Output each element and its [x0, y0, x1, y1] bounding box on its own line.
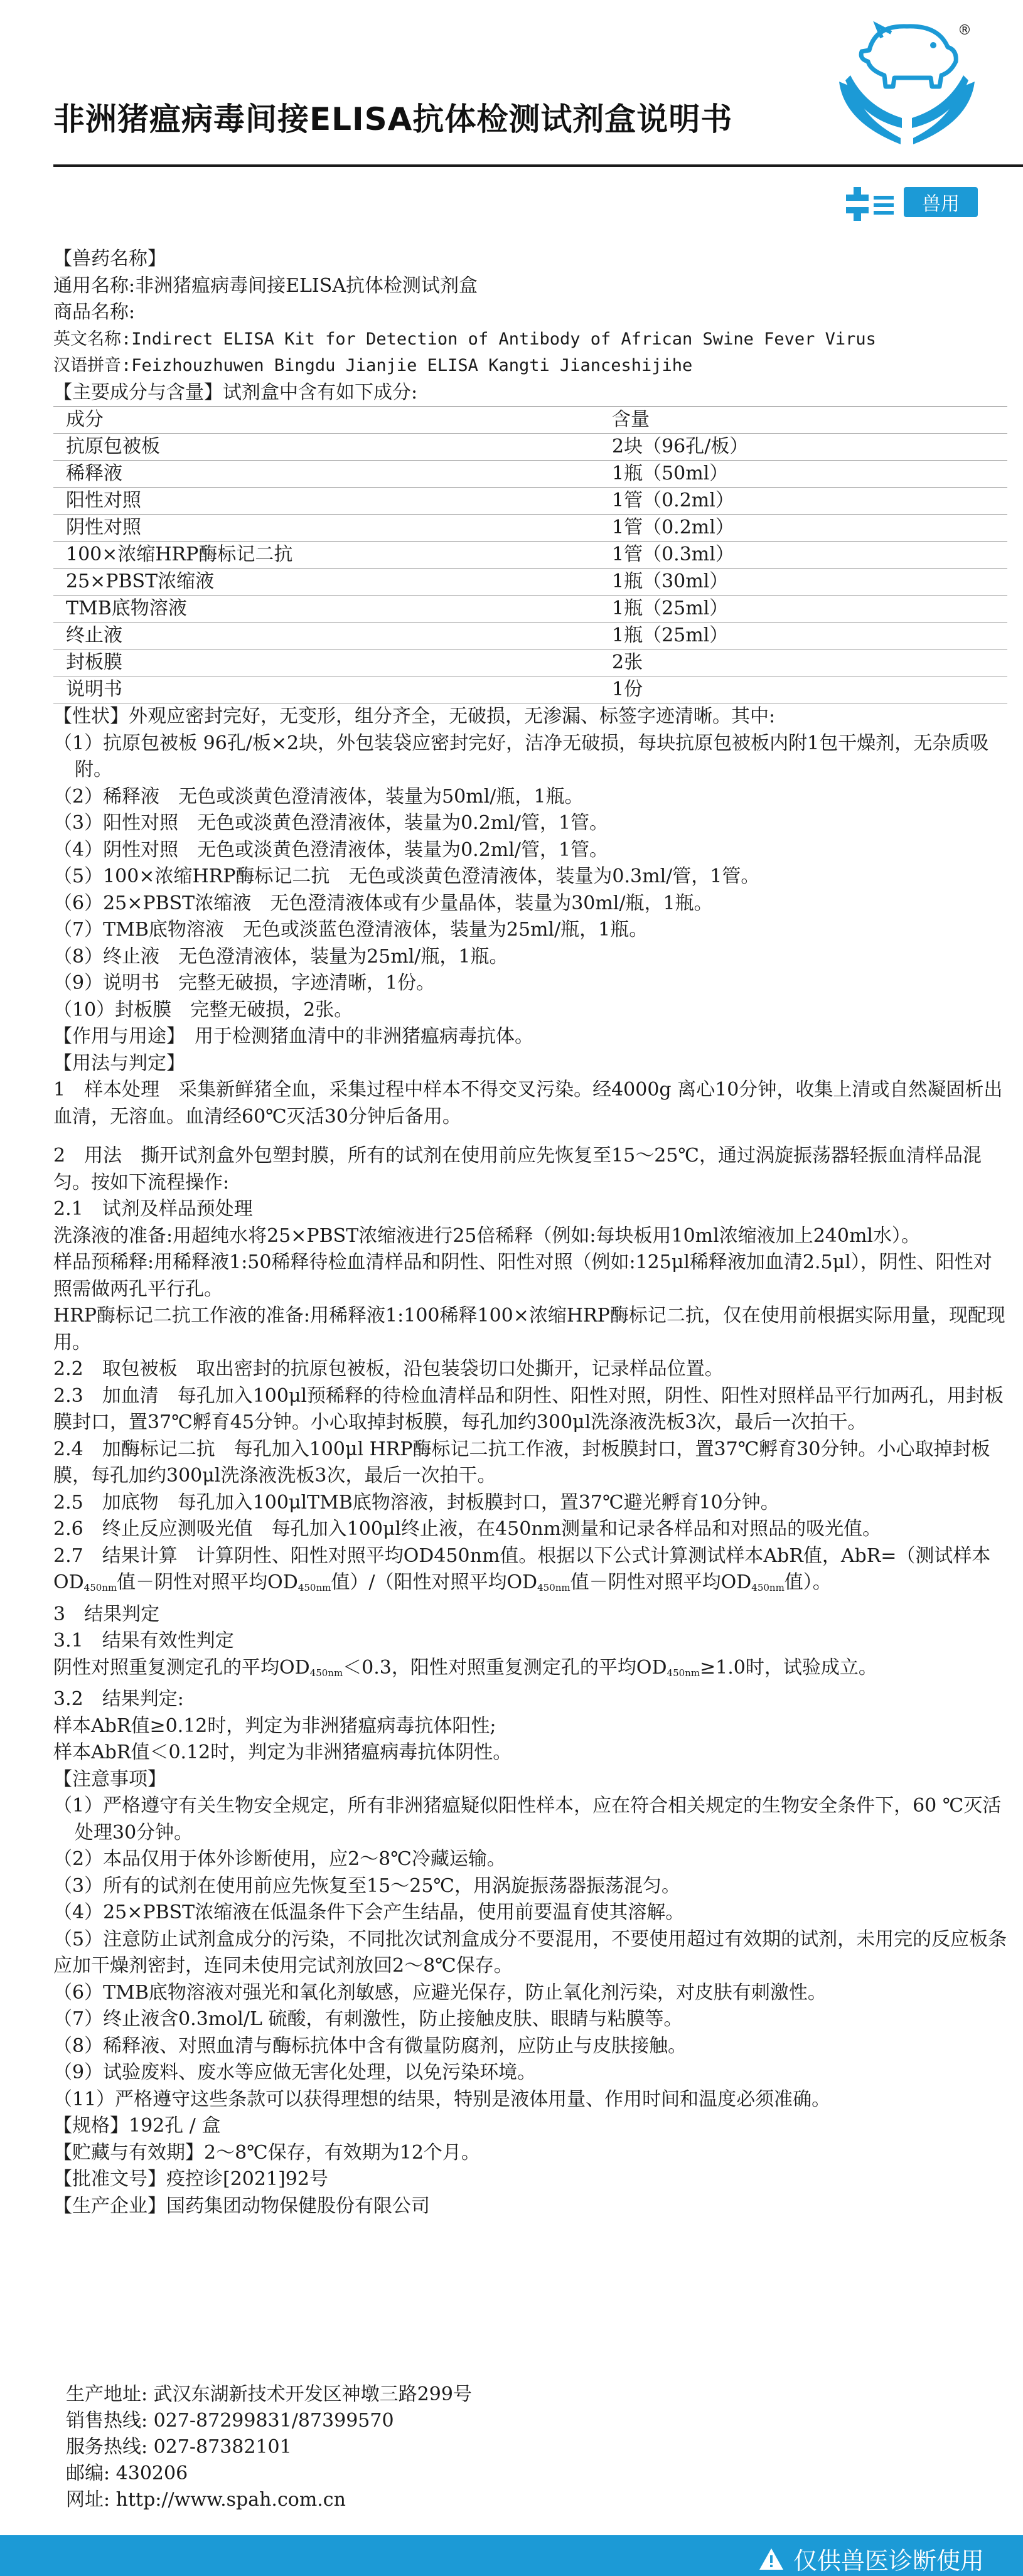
property-item: （1）抗原包被板 96孔/板×2块，外包装袋应密封完好，洁净无破损，每块抗原包被板内附1包干燥剂，无杂质吸附。 [53, 732, 989, 781]
formula-subscript: 450nm [667, 1667, 700, 1679]
table-cell: 说明书 [53, 676, 599, 703]
formula-text: 2.7 结果计算 计算阴性、阳性对照平均OD450nm值。根据以下公式计算测试样本AbR值，AbR=（测试样本OD [53, 1544, 991, 1593]
company-logo-icon [841, 182, 897, 226]
property-item: （2）稀释液 无色或淡黄色澄清液体，装量为50ml/瓶，1瓶。 [53, 785, 584, 808]
table-cell: 1份 [599, 676, 1007, 703]
usage-hrp-prep: HRP酶标记二抗工作液的准备:用稀释液1:100稀释100×浓缩HRP酶标记二抗，仅在使用前根据实际用量，现配现用。 [53, 1305, 1005, 1354]
section-spec: 【规格】192孔 / 盒 [53, 2115, 221, 2137]
result-judgement-heading: 3 结果判定 [53, 1603, 160, 1625]
table-cell: 1瓶（25ml） [599, 596, 1007, 623]
property-item: （3）阳性对照 无色或淡黄色澄清液体，装量为0.2ml/管，1管。 [53, 812, 609, 834]
composition-table [53, 406, 1007, 703]
instruction-body [53, 246, 1007, 2220]
usage-step: 2.3 加血清 每孔加入100μl预稀释的待检血清样品和阴性、阳性对照，阴性、阳性对照样品平行加两孔，用封板膜封口，置37℃孵育45分钟。小心取掉封板膜，每孔加约300μl洗涤液洗板3次，最后一次拍干。 [53, 1384, 1004, 1433]
property-item: （5）100×浓缩HRP酶标记二抗 无色或淡黄色澄清液体，装量为0.3ml/管，1管。 [53, 865, 760, 887]
table-cell: 阳性对照 [53, 488, 599, 515]
table-cell: 1瓶（25ml） [599, 623, 1007, 649]
property-item: （7）TMB底物溶液 无色或淡蓝色澄清液体，装量为25ml/瓶，1瓶。 [53, 919, 648, 941]
result-positive: 样本AbR值≥0.12时，判定为非洲猪瘟病毒抗体阳性; [53, 1714, 496, 1737]
page-title: 非洲猪瘟病毒间接ELISA抗体检测试剂盒说明书 [53, 101, 733, 137]
table-row [53, 434, 1007, 461]
table-row [53, 596, 1007, 623]
table-row [53, 461, 1007, 488]
formula-text: 值）/（阳性对照平均OD [331, 1571, 538, 1593]
formula-subscript: 450nm [537, 1582, 570, 1593]
section-heading-notes: 【注意事项】 [53, 1768, 166, 1790]
property-item: （6）25×PBST浓缩液 无色澄清液体或有少量晶体，装量为30ml/瓶，1瓶。 [53, 892, 713, 914]
header [0, 0, 1023, 232]
contact-service: 服务热线: 027-87382101 [66, 2436, 292, 2458]
table-row [53, 488, 1007, 515]
note-item: （1）严格遵守有关生物安全规定，所有非洲猪瘟疑似阳性样本，应在符合相关规定的生物安全条件下，60 ℃灭活处理30分钟。 [53, 1795, 1002, 1844]
note-item: （7）终止液含0.3mol/L 硫酸，有刺激性，防止接触皮肤、眼睛与粘膜等。 [53, 2008, 683, 2030]
formula-text: 值－阴性对照平均OD [117, 1571, 298, 1593]
contact-address: 生产地址: 武汉东湖新技术开发区神墩三路299号 [66, 2383, 472, 2405]
table-row [53, 569, 1007, 596]
english-name: 英文名称:Indirect ELISA Kit for Detection of Antibody of African Swine Fever Virus [53, 329, 876, 349]
result-negative: 样本AbR值＜0.12时，判定为非洲猪瘟病毒抗体阴性。 [53, 1741, 512, 1763]
validity-text: 阴性对照重复测定孔的平均OD [53, 1656, 310, 1679]
table-row [53, 542, 1007, 569]
note-item: （6）TMB底物溶液对强光和氧化剂敏感，应避光保存，防止氧化剂污染，对皮肤有刺激性。 [53, 1981, 827, 2004]
usage-step: 2.4 加酶标记二抗 每孔加入100μl HRP酶标记二抗工作液，封板膜封口，置37℃孵育30分钟。小心取掉封板膜，每孔加约300μl洗涤液洗板3次，最后一次拍干。 [53, 1438, 990, 1487]
pinyin-name: 汉语拼音:Feizhouzhuwen Bingdu Jianjie ELISA Kangti Jianceshijihe [53, 356, 693, 375]
contact-website[interactable]: 网址: http://www.spah.com.cn [66, 2489, 346, 2511]
property-item: （10）封板膜 完整无破损，2张。 [53, 998, 353, 1021]
property-item: （8）终止液 无色澄清液体，装量为25ml/瓶，1瓶。 [53, 945, 508, 968]
generic-name: 通用名称:非洲猪瘟病毒间接ELISA抗体检测试剂盒 [53, 274, 478, 297]
formula-text: 值－阴性对照平均OD [570, 1571, 752, 1593]
table-cell: 稀释液 [53, 461, 599, 488]
vet-use-badge: 兽用 [904, 187, 978, 217]
formula-subscript: 450nm [83, 1582, 117, 1593]
note-item: （5）注意防止试剂盒成分的污染，不同批次试剂盒成分不要混用，不要使用超过有效期的试剂，未用完的反应板条应加干燥剂密封，连同未使用完试剂放回2～8℃保存。 [53, 1928, 1007, 1977]
table-cell: 25×PBST浓缩液 [53, 569, 599, 596]
usage-sample-dilution: 样品预稀释:用稀释液1:50稀释待检血清样品和阴性、阳性对照（例如:125μl稀释液加血清2.5μl），阴性、阳性对照需做两孔平行孔。 [53, 1251, 992, 1300]
table-row [53, 623, 1007, 649]
purpose-text: 用于检测猪血清中的非洲猪瘟病毒抗体。 [176, 1025, 533, 1047]
usage-step: 2.5 加底物 每孔加入100μlTMB底物溶液，封板膜封口，置37℃避光孵育10分钟。 [53, 1491, 779, 1514]
table-cell: 100×浓缩HRP酶标记二抗 [53, 542, 599, 569]
footer-text: 仅供兽医诊断使用 [793, 2547, 984, 2575]
table-header-cell: 含量 [599, 407, 1007, 434]
note-item: （8）稀释液、对照血清与酶标抗体中含有微量防腐剂，应防止与皮肤接触。 [53, 2034, 687, 2057]
section-approval: 【批准文号】疫控诊[2021]92号 [53, 2168, 328, 2190]
validity-text: ≥1.0时，试验成立。 [700, 1656, 877, 1679]
section-manufacturer: 【生产企业】国药集团动物保健股份有限公司 [53, 2194, 430, 2217]
title-divider [53, 164, 1023, 167]
table-cell: 2块（96孔/板） [599, 434, 1007, 461]
table-cell: 1瓶（50ml） [599, 461, 1007, 488]
result-validity-heading: 3.1 结果有效性判定 [53, 1630, 234, 1652]
table-row [53, 515, 1007, 542]
note-item: （3）所有的试剂在使用前应先恢复至15～25℃，用涡旋振荡器振荡混匀。 [53, 1874, 680, 1897]
table-cell: 1管（0.2ml） [599, 515, 1007, 542]
section-heading-purpose: 【作用与用途】 [53, 1025, 176, 1047]
trade-name: 商品名称: [53, 301, 136, 323]
usage-step-formula [53, 1543, 1007, 1601]
usage-step: 2.2 取包被板 取出密封的抗原包被板，沿包装袋切口处撕开，记录样品位置。 [53, 1358, 724, 1380]
usage-step: 2.6 终止反应测吸光值 每孔加入100μl终止液，在450nm测量和记录各样品和对照品的吸光值。 [53, 1518, 882, 1540]
table-cell: 1瓶（30ml） [599, 569, 1007, 596]
usage-sample-processing: 1 样本处理 采集新鲜猪全血，采集过程中样本不得交叉污染。经4000g 离心10分钟，收集上清或自然凝固析出血清，无溶血。血清经60℃灭活30分钟后备用。 [53, 1079, 1003, 1128]
usage-method: 2 用法 撕开试剂盒外包塑封膜，所有的试剂在使用前应先恢复至15～25℃，通过涡旋振荡器轻振血清样品混匀。按如下流程操作: [53, 1145, 982, 1194]
formula-subscript: 450nm [309, 1667, 343, 1679]
section-storage: 【贮藏与有效期】2～8℃保存，有效期为12个月。 [53, 2141, 480, 2164]
result-judgement-subheading: 3.2 结果判定: [53, 1688, 184, 1710]
property-item: （9）说明书 完整无破损，字迹清晰，1份。 [53, 972, 436, 994]
table-cell: 1管（0.3ml） [599, 542, 1007, 569]
contact-sales: 销售热线: 027-87299831/87399570 [66, 2410, 394, 2432]
table-cell: 1管（0.2ml） [599, 488, 1007, 515]
table-cell: 封板膜 [53, 649, 599, 676]
usage-wash-prep: 洗涤液的准备:用超纯水将25×PBST浓缩液进行25倍稀释（例如:每块板用10ml浓缩液加上240ml水）。 [53, 1224, 921, 1247]
validity-text: ＜0.3，阳性对照重复测定孔的平均OD [343, 1656, 667, 1679]
section-heading-usage: 【用法与判定】 [53, 1052, 185, 1074]
formula-text: 值）。 [784, 1571, 832, 1593]
registered-mark: ® [958, 23, 972, 38]
usage-step-heading: 2.1 试剂及样品预处理 [53, 1198, 253, 1220]
property-item: （4）阴性对照 无色或淡黄色澄清液体，装量为0.2ml/管，1管。 [53, 838, 609, 861]
section-heading-drug-name: 【兽药名称】 [53, 248, 166, 270]
section-usage-purpose [53, 1023, 1007, 1050]
section-heading-properties: 【性状】外观应密封完好，无变形，组分齐全，无破损，无渗漏、标签字迹清晰。其中: [53, 705, 776, 727]
table-cell: 阴性对照 [53, 515, 599, 542]
contact-info [66, 2381, 472, 2513]
table-cell: TMB底物溶液 [53, 596, 599, 623]
warning-icon [758, 2547, 785, 2571]
contact-postcode: 邮编: 430206 [66, 2462, 188, 2484]
note-item: （9）试验废料、废水等应做无害化处理，以免污染环境。 [53, 2061, 537, 2083]
formula-subscript: 450nm [751, 1582, 785, 1593]
table-header-row [53, 407, 1007, 434]
footer-notice [758, 2541, 984, 2576]
note-item: （4）25×PBST浓缩液在低温条件下会产生结晶，使用前要温育使其溶解。 [53, 1901, 685, 1923]
table-cell: 2张 [599, 649, 1007, 676]
table-cell: 抗原包被板 [53, 434, 599, 461]
note-item: （11）严格遵守这些条款可以获得理想的结果，特别是液体用量、作用时间和温度必须准确。 [53, 2088, 831, 2110]
result-validity-text [53, 1655, 1007, 1687]
section-heading-composition: 【主要成分与含量】试剂盒中含有如下成分: [53, 381, 418, 404]
table-row [53, 676, 1007, 703]
table-row [53, 649, 1007, 676]
note-item: （2）本品仅用于体外诊断使用，应2～8℃冷藏运输。 [53, 1848, 506, 1870]
table-header-cell: 成分 [53, 407, 599, 434]
formula-subscript: 450nm [297, 1582, 331, 1593]
table-cell: 终止液 [53, 623, 599, 649]
